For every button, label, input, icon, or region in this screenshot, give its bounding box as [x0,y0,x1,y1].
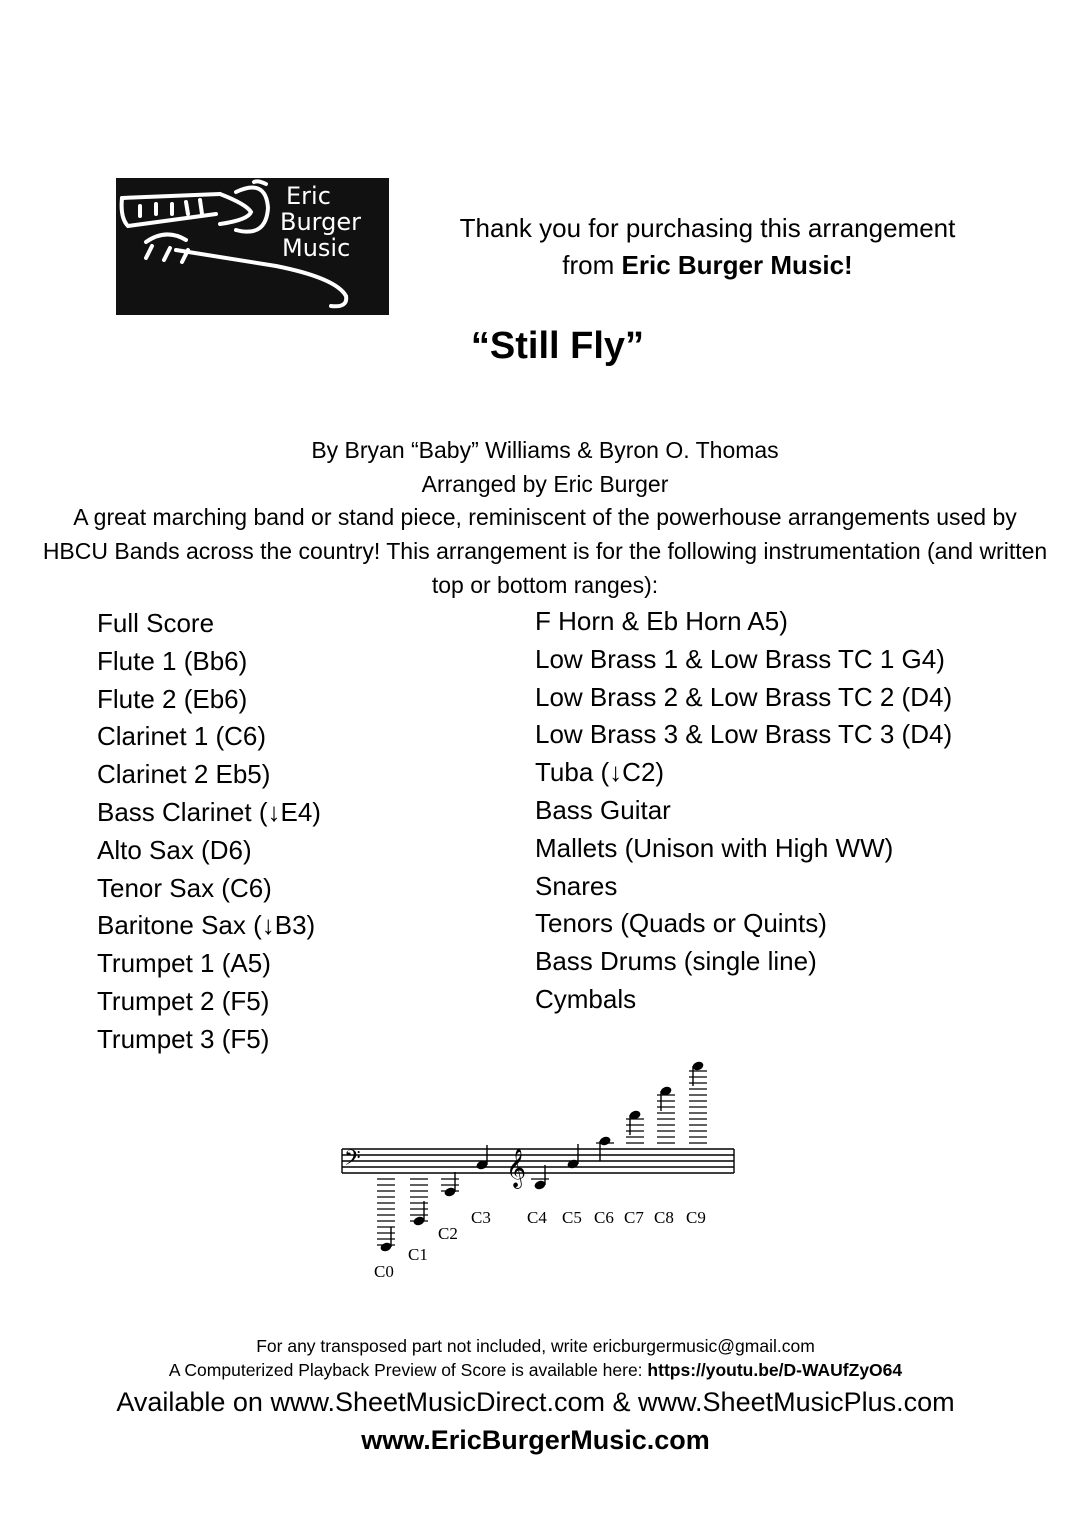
availability-line[interactable]: Available on www.SheetMusicDirect.com & www.SheetMusicPlus.com [116,1387,955,1417]
instrument-item: Low Brass 1 & Low Brass TC 1 G4) [535,643,945,674]
logo-text-music: Music [282,234,351,262]
trombone-logo-graphic [116,178,389,315]
bass-clef-icon: 𝄢 [344,1146,361,1176]
range-label-c6: C6 [594,1208,614,1227]
thank-you-from: from [562,250,622,280]
instrument-item: F Horn & Eb Horn A5) [535,606,788,636]
range-label-c5: C5 [562,1208,582,1227]
instrument-item: Tenors (Quads or Quints) [535,908,827,939]
logo-text-eric: Eric [286,182,331,210]
preview-line [0,1358,1071,1382]
brand-name: Eric Burger Music! [621,250,853,280]
range-label-c0: C0 [374,1262,394,1281]
instrument-item: Full Score [97,608,215,638]
website-link[interactable]: www.EricBurgerMusic.com [361,1425,710,1455]
instrument-item: Cymbals [535,983,637,1014]
thank-you-from-line [420,247,995,284]
instrument-item: Flute 2 (Eb6) [97,683,248,714]
instrument-item: Flute 1 (Bb6) [97,645,248,676]
instrument-item: Bass Clarinet (↓E4) [97,796,321,827]
credits-block [40,434,1050,603]
range-label-c8: C8 [654,1208,674,1227]
instrument-item: Bass Drums (single line) [535,946,817,977]
range-label-c9: C9 [686,1208,706,1227]
range-label-c2: C2 [438,1224,458,1243]
instrument-item: Tuba (↓C2) [535,757,665,788]
octave-range-chart [340,1055,740,1285]
eric-burger-music-logo [116,178,389,315]
logo-text-burger: Burger [280,208,361,236]
footer [0,1334,1071,1458]
instrument-item: Clarinet 2 Eb5) [97,759,271,790]
treble-clef-icon: 𝄞 [506,1148,527,1188]
instrument-item: Snares [535,870,618,901]
instrument-item: Clarinet 1 (C6) [97,721,267,752]
instrument-item: Alto Sax (D6) [97,834,252,865]
range-label-c1: C1 [408,1245,428,1264]
instrument-item: Trumpet 3 (F5) [97,1023,270,1054]
preview-link[interactable]: https://youtu.be/D-WAUfZyO64 [647,1360,903,1380]
arranger-line: Arranged by Eric Burger [421,470,669,497]
range-label-c3: C3 [471,1208,491,1227]
instrument-item: Low Brass 3 & Low Brass TC 3 (D4) [535,719,953,750]
instrument-item: Trumpet 1 (A5) [97,948,271,979]
transpose-note: For any transposed part not included, write ericburgermusic@gmail.com [256,1336,815,1356]
song-title: “Still Fly” [470,325,645,367]
instrument-item: Bass Guitar [535,794,671,825]
staff-lines [342,1149,734,1173]
instrument-item: Baritone Sax (↓B3) [97,910,316,941]
instrument-item: Low Brass 2 & Low Brass TC 2 (D4) [535,681,953,712]
preview-text: A Computerized Playback Preview of Score is available here: [168,1360,648,1380]
composers-line: By Bryan “Baby” Williams & Byron O. Thomas [311,437,779,463]
range-label-c4: C4 [527,1208,547,1227]
thank-you-line: Thank you for purchasing this arrangement [459,213,956,243]
thank-you-message [420,210,995,284]
instrumentation-list-left [97,605,321,1059]
instrument-item: Mallets (Unison with High WW) [535,832,894,863]
description-text: A great marching band or stand piece, reminiscent of the powerhouse arrangements used by HBCU Bands across the country! This arrangement is for the following instrumentation (and written top or bottom ranges): [42,504,1048,598]
range-label-c7: C7 [624,1208,644,1227]
instrument-item: Tenor Sax (C6) [97,872,272,903]
instrumentation-list-right [535,603,952,1019]
instrument-item: Trumpet 2 (F5) [97,985,270,1016]
